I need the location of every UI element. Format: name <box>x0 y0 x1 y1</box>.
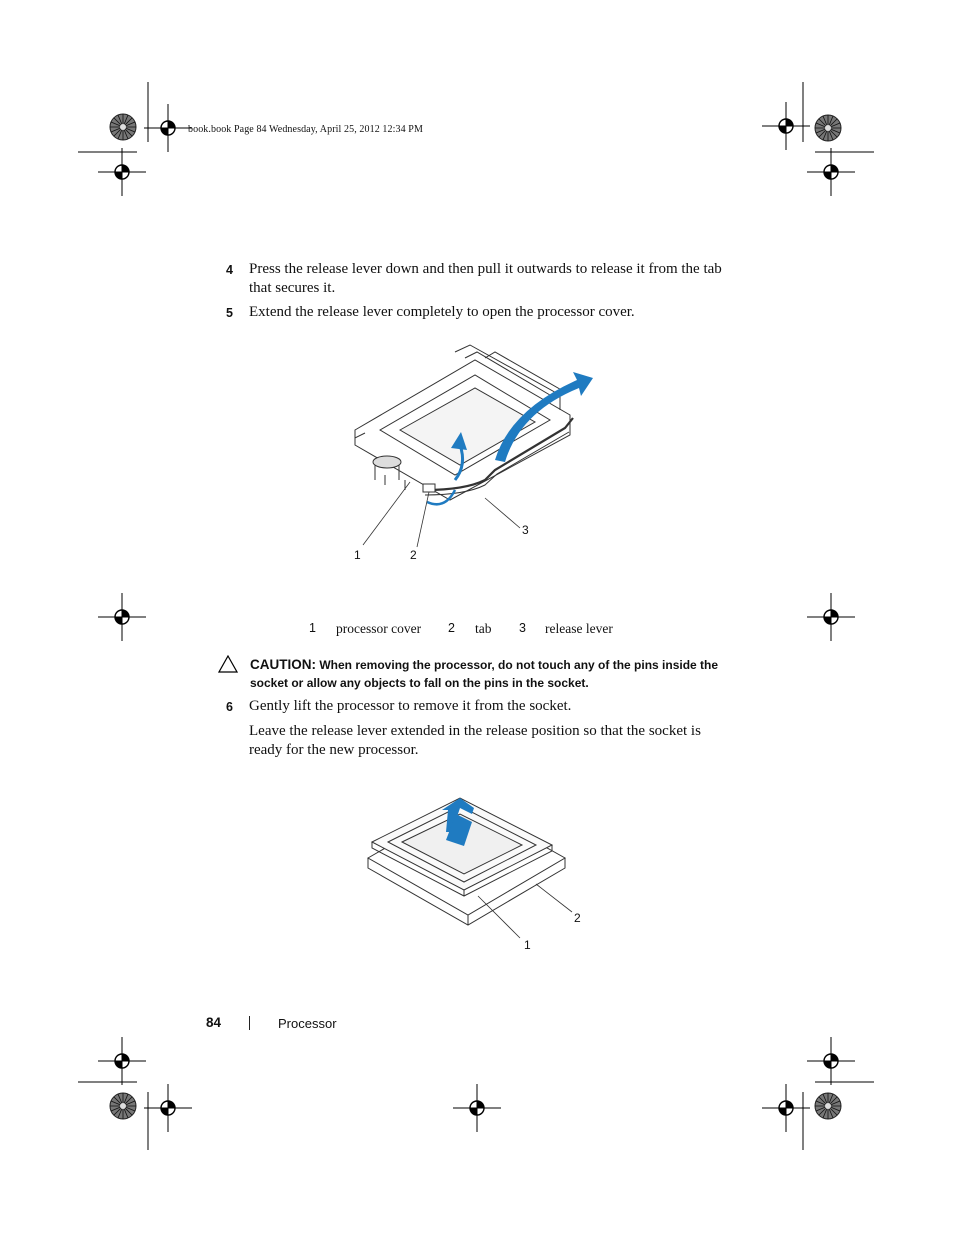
step-text: Extend the release lever completely to open the processor cover. <box>249 304 635 320</box>
step-text: Press the release lever down and then pull it outwards to release it from the tab that secures it. <box>249 261 722 296</box>
legend-number: 1 <box>309 621 316 635</box>
footer-divider <box>249 1016 250 1030</box>
callout-number: 2 <box>410 548 417 562</box>
legend-label: release lever <box>545 621 613 636</box>
starburst-mark-icon <box>110 1093 136 1119</box>
registration-mark-icon <box>98 593 146 641</box>
step-text: Gently lift the processor to remove it from the socket. <box>249 698 572 714</box>
callout-number: 1 <box>524 938 531 952</box>
registration-mark-icon <box>144 1084 192 1132</box>
step-item <box>226 697 726 716</box>
registration-mark-icon <box>807 148 855 196</box>
legend-number: 3 <box>519 621 526 635</box>
step-item <box>226 260 726 297</box>
registration-mark-icon <box>807 1037 855 1085</box>
registration-mark-icon <box>807 593 855 641</box>
caution-note <box>250 656 720 692</box>
warning-triangle-icon <box>218 655 238 673</box>
step-number: 4 <box>226 263 233 277</box>
step-number: 5 <box>226 306 233 320</box>
registration-mark-icon <box>144 104 192 152</box>
registration-mark-icon <box>453 1084 501 1132</box>
body-paragraph: Leave the release lever extended in the release position so that the socket is ready for the new processor. <box>249 723 701 758</box>
starburst-mark-icon <box>815 115 841 141</box>
step-item <box>226 303 726 322</box>
starburst-mark-icon <box>815 1093 841 1119</box>
callout-number: 1 <box>354 548 361 562</box>
starburst-mark-icon <box>110 114 136 140</box>
callout-number: 2 <box>574 911 581 925</box>
callout-number: 3 <box>522 523 529 537</box>
print-slug: book.book Page 84 Wednesday, April 25, 2012 12:34 PM <box>188 124 423 135</box>
legend-label: tab <box>475 621 492 636</box>
registration-mark-icon <box>98 148 146 196</box>
step-number: 6 <box>226 700 233 714</box>
figure-processor-lift <box>360 790 580 960</box>
caution-text: When removing the processor, do not touch any of the pins inside the socket or allow any objects to fall on the pins in the socket. <box>250 658 719 690</box>
caution-heading: CAUTION: <box>250 657 316 672</box>
page-number: 84 <box>206 1015 222 1030</box>
registration-mark-icon <box>98 1037 146 1085</box>
legend-number: 2 <box>448 621 455 635</box>
figure-release-lever <box>345 340 605 570</box>
legend-label: processor cover <box>336 621 422 636</box>
footer-section-title: Processor <box>278 1016 337 1031</box>
figure-legend <box>309 621 639 641</box>
